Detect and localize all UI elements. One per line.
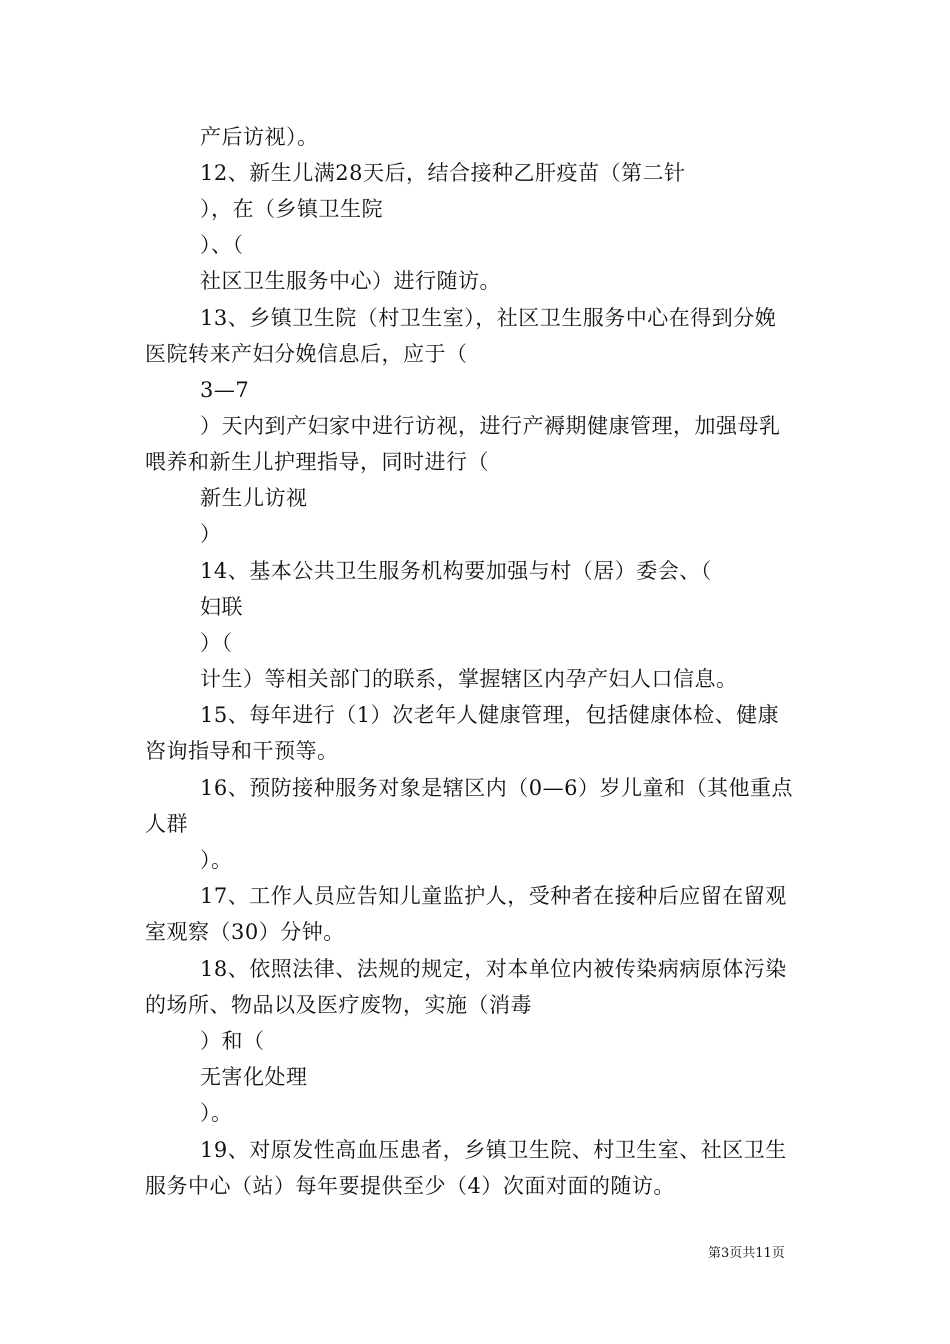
page-number: 第3页共11页 — [708, 1246, 785, 1261]
text-line: ）天内到产妇家中进行访视，进行产褥期健康管理，加强母乳 — [200, 414, 781, 438]
text-line: 新生儿访视 — [200, 486, 308, 510]
text-line: 社区卫生服务中心）进行随访。 — [200, 269, 501, 293]
text-line: 13、乡镇卫生院（村卫生室），社区卫生服务中心在得到分娩 — [200, 306, 777, 330]
text-line: ）（ — [200, 631, 233, 655]
text-line: ），在（乡镇卫生院 — [200, 197, 383, 221]
text-line: 14、基本公共卫生服务机构要加强与村（居）委会、（ — [200, 559, 712, 583]
text-line: 计生）等相关部门的联系，掌握辖区内孕产妇人口信息。 — [200, 667, 738, 691]
text-line: 18、依照法律、法规的规定，对本单位内被传染病病原体污染 — [200, 957, 787, 981]
text-line: ） — [200, 522, 222, 546]
text-line: 17、工作人员应告知儿童监护人，受种者在接种后应留在留观 — [200, 884, 787, 908]
text-line: ）。 — [200, 848, 233, 872]
text-line: 3—7 — [200, 378, 250, 402]
text-line: ）和（ — [200, 1029, 265, 1053]
text-line: 妇联 — [200, 595, 243, 619]
text-line: 16、预防接种服务对象是辖区内（0—6）岁儿童和（其他重点 — [200, 776, 793, 800]
text-line: 无害化处理 — [200, 1065, 308, 1089]
text-line: 人群 — [145, 812, 188, 836]
text-line: 室观察（30）分钟。 — [145, 920, 345, 944]
text-line: 12、新生儿满28天后，结合接种乙肝疫苗（第二针 — [200, 161, 686, 185]
text-line: 咨询指导和干预等。 — [145, 739, 339, 763]
text-line: ）、（ — [200, 233, 244, 257]
text-line: 15、每年进行（1）次老年人健康管理，包括健康体检、健康 — [200, 703, 780, 727]
text-line: 医院转来产妇分娩信息后，应于（ — [145, 342, 468, 366]
text-line: ）。 — [200, 1101, 233, 1125]
text-line: 产后访视）。 — [200, 125, 319, 149]
text-line: 的场所、物品以及医疗废物，实施（消毒 — [145, 993, 532, 1017]
text-line: 服务中心（站）每年要提供至少（4）次面对面的随访。 — [145, 1174, 675, 1198]
text-line: 喂养和新生儿护理指导，同时进行（ — [145, 450, 489, 474]
text-line: 19、对原发性高血压患者，乡镇卫生院、村卫生室、社区卫生 — [200, 1138, 787, 1162]
